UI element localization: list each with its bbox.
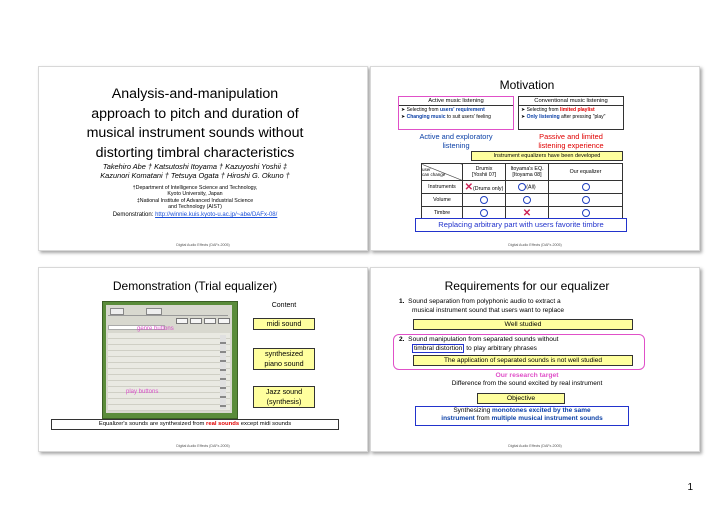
active-bullet-2: ➤ Changing music to suit users' feeling: [401, 114, 491, 120]
not-well-studied-box: The application of separated sounds is not well studied: [413, 355, 633, 366]
affiliations: [39, 185, 351, 210]
screenshot-window: [106, 305, 232, 413]
passive-description: Passive and limited listening experience: [538, 132, 604, 150]
col-header-itoyama: Itoyama's EQ. [Itoyama 08]: [506, 164, 549, 181]
slide-demonstration: [38, 267, 368, 452]
play-buttons-column[interactable]: [220, 335, 226, 409]
circle-icon: [582, 196, 590, 204]
objective-box: Objective: [477, 393, 565, 404]
row-label-timbre: Timbre: [422, 207, 463, 220]
circle-icon: [582, 183, 590, 191]
requirement-1: 1. Sound separation from polyphonic audio to extract a musical instrument sound that users want to replace: [399, 298, 565, 314]
cross-icon: ✕: [522, 207, 532, 219]
research-target-label: Our research target: [495, 372, 559, 379]
slide-requirements: [370, 267, 700, 452]
page-number: 1: [687, 482, 693, 493]
authors-line-1: Takehiro Abe † Katsutoshi Itoyama † Kazuyoshi Yoshii ‡: [102, 162, 288, 171]
slide-footer: Digital Audio Effects (DAFx-2005): [176, 444, 230, 448]
mock-button: [146, 308, 162, 315]
title-line-1: Analysis-and-manipulation: [111, 86, 279, 102]
genre-buttons-label: genre buttons: [137, 326, 174, 332]
genre-button[interactable]: [204, 318, 216, 324]
objective-statement: Synthesizing monotones excited by the same instrument from multiple musical instrument sounds: [415, 406, 629, 426]
active-header: Active music listening: [399, 97, 513, 106]
active-bullet-1: ➤ Selecting from users' requirement: [401, 107, 485, 113]
midi-sound-box: midi sound: [253, 318, 315, 330]
well-studied-box: Well studied: [413, 319, 633, 330]
table-row: [422, 194, 623, 207]
authors: [39, 162, 351, 180]
slide2-title: Motivation: [499, 78, 555, 92]
all-note: (All): [526, 184, 536, 191]
requirement-2: 2. Sound manipulation from separated sounds without timbral distortion to play arbitrary phrases: [399, 336, 559, 352]
cross-icon: ✕: [464, 181, 474, 193]
table-row: [422, 181, 623, 194]
replacing-banner: Replacing arbitrary part with users favorite timbre: [415, 218, 627, 232]
title-line-3: musical instrument sounds without: [86, 125, 304, 141]
affiliation-2: ‡National Institute of Advanced Industrial Science: [136, 197, 254, 204]
active-description: Active and exploratory listening: [419, 132, 493, 150]
row-label-volume: Volume: [422, 194, 463, 207]
mock-divider: [108, 315, 228, 316]
demo-label: Demonstration:: [112, 212, 156, 218]
demo-link[interactable]: http://winnie.kuis.kyoto-u.ac.jp/~abe/DAFx-08/: [155, 212, 278, 218]
conventional-bullet-1: ➤ Selecting from limited playlist: [521, 107, 595, 113]
slide-footer: Digital Audio Effects (DAFx-2005): [508, 243, 562, 247]
title-line-2: approach to pitch and duration of: [91, 105, 299, 122]
circle-icon: [523, 196, 531, 204]
circle-icon: [480, 196, 488, 204]
play-buttons-label: play buttons: [126, 389, 159, 395]
authors-line-2: Kazunori Komatani † Tetsuya Ogata † Hiroshi G. Okuno †: [100, 171, 290, 180]
table-corner-cell: user can change: [422, 164, 463, 181]
slide-motivation: [370, 66, 700, 251]
equalizer-comparison-table: [421, 163, 623, 220]
affiliation-2b: and Technology (AIST): [168, 203, 222, 210]
synthesized-piano-box: synthesized piano sound: [253, 348, 315, 370]
mock-button: [110, 308, 124, 315]
genre-button[interactable]: [218, 318, 230, 324]
difference-text: Difference from the sound excited by real instrument: [451, 380, 603, 387]
mock-track-list: [108, 333, 230, 411]
equalizer-banner: Instrument equalizers have been developed: [471, 151, 623, 161]
genre-button[interactable]: [190, 318, 202, 324]
slide4-title: Requirements for our equalizer: [444, 279, 610, 293]
content-label: Content: [271, 302, 297, 309]
jazz-sound-box: Jazz sound (synthesis): [253, 386, 315, 408]
equalizer-screenshot: [102, 301, 238, 419]
slide-title: [38, 66, 368, 251]
conventional-header: Conventional music listening: [519, 97, 623, 106]
synthesis-note: Equalizer's sounds are synthesized from real sounds except midi sounds: [51, 419, 339, 430]
affiliation-1b: Kyoto University, Japan: [167, 191, 223, 198]
demo-line: [39, 212, 351, 218]
slide-footer: Digital Audio Effects (DAFx-2005): [508, 444, 562, 448]
genre-button[interactable]: [176, 318, 188, 324]
active-listening-box: [398, 96, 514, 130]
drums-only-note: (Drums only): [473, 185, 504, 192]
col-header-ours: Our equalizer: [549, 164, 623, 181]
circle-icon: [480, 209, 488, 217]
title-line-4: distorting timbral characteristics: [95, 144, 295, 161]
slide-footer: Digital Audio Effects (DAFx-2005): [176, 243, 230, 247]
timbral-distortion-highlight: timbral distortion: [414, 344, 463, 352]
col-header-drumix: Drumix [Yoshii 07]: [463, 164, 506, 181]
circle-icon: [582, 209, 590, 217]
slide3-title: Demonstration (Trial equalizer): [112, 279, 278, 293]
conventional-listening-box: [518, 96, 624, 130]
affiliation-1: †Department of Intelligence Science and Technology,: [132, 185, 258, 191]
conventional-bullet-2: ➤ Only listening after pressing "play": [521, 114, 606, 120]
row-label-instruments: Instruments: [422, 181, 463, 194]
slide1-title: [39, 85, 351, 163]
